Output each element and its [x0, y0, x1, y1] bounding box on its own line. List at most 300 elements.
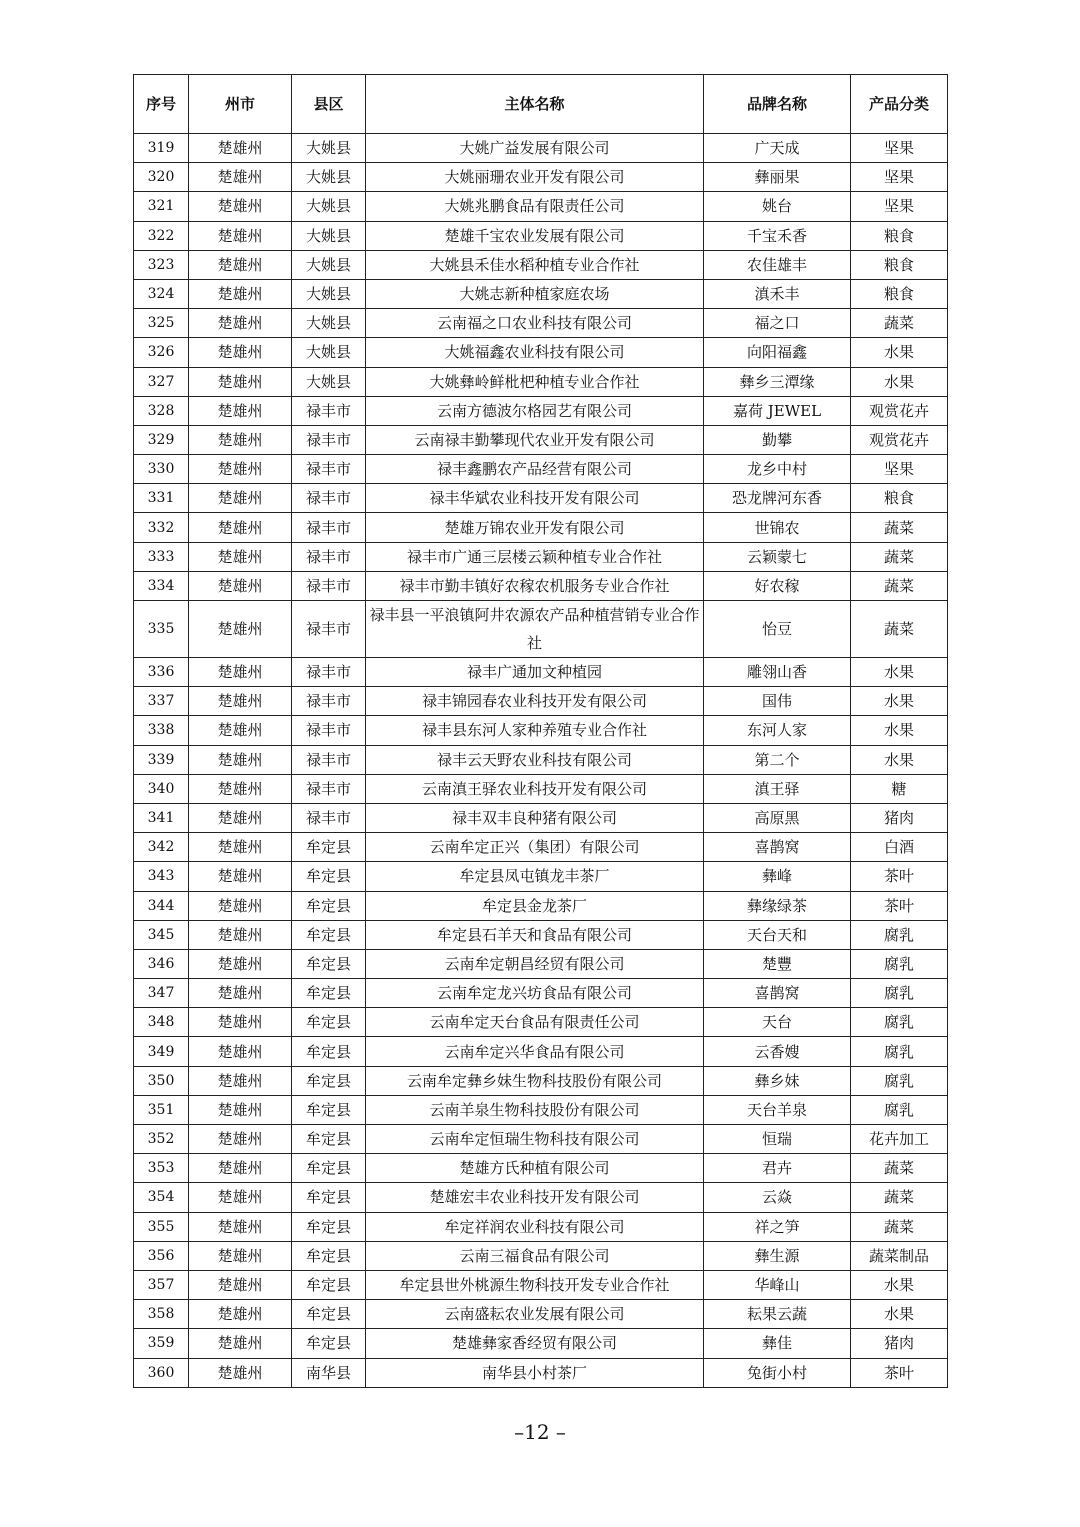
cell-product-category: 腐乳 [851, 949, 948, 978]
cell-brand-name: 喜鹊窝 [704, 979, 851, 1008]
cell-prefecture: 楚雄州 [189, 1154, 292, 1183]
table-row [134, 862, 948, 891]
cell-entity-name: 禄丰广通加文种植园 [366, 658, 704, 687]
cell-product-category: 糖 [851, 774, 948, 803]
cell-prefecture: 楚雄州 [189, 1270, 292, 1299]
cell-seq: 323 [134, 250, 189, 279]
cell-product-category: 腐乳 [851, 1095, 948, 1124]
cell-brand-name: 彝生源 [704, 1241, 851, 1270]
cell-product-category: 水果 [851, 338, 948, 367]
cell-prefecture: 楚雄州 [189, 949, 292, 978]
cell-entity-name: 南华县小村茶厂 [366, 1358, 704, 1387]
cell-entity-name: 大姚丽珊农业开发有限公司 [366, 163, 704, 192]
cell-prefecture: 楚雄州 [189, 1008, 292, 1037]
cell-entity-name: 云南禄丰勤攀现代农业开发有限公司 [366, 425, 704, 454]
cell-county: 大姚县 [292, 279, 366, 308]
cell-entity-name: 云南牟定正兴（集团）有限公司 [366, 833, 704, 862]
table-row [134, 1212, 948, 1241]
cell-product-category: 腐乳 [851, 1008, 948, 1037]
cell-entity-name: 云南牟定彝乡妹生物科技股份有限公司 [366, 1066, 704, 1095]
cell-brand-name: 恒瑞 [704, 1125, 851, 1154]
cell-seq: 359 [134, 1329, 189, 1358]
cell-seq: 342 [134, 833, 189, 862]
cell-county: 大姚县 [292, 338, 366, 367]
table-row [134, 833, 948, 862]
cell-prefecture: 楚雄州 [189, 658, 292, 687]
cell-brand-name: 农佳雄丰 [704, 250, 851, 279]
cell-county: 牟定县 [292, 949, 366, 978]
cell-brand-name: 云香嫂 [704, 1037, 851, 1066]
cell-product-category: 水果 [851, 1270, 948, 1299]
cell-brand-name: 楚豐 [704, 949, 851, 978]
cell-seq: 353 [134, 1154, 189, 1183]
cell-seq: 340 [134, 774, 189, 803]
cell-county: 大姚县 [292, 134, 366, 163]
cell-brand-name: 东河人家 [704, 716, 851, 745]
cell-brand-name: 国伟 [704, 687, 851, 716]
cell-seq: 328 [134, 396, 189, 425]
cell-product-category: 粮食 [851, 221, 948, 250]
table-row [134, 309, 948, 338]
cell-seq: 345 [134, 920, 189, 949]
cell-brand-name: 彝丽果 [704, 163, 851, 192]
cell-brand-name: 福之口 [704, 309, 851, 338]
cell-entity-name: 云南牟定天台食品有限责任公司 [366, 1008, 704, 1037]
cell-brand-name: 勤攀 [704, 425, 851, 454]
cell-entity-name: 禄丰市广通三层楼云颖种植专业合作社 [366, 542, 704, 571]
cell-seq: 338 [134, 716, 189, 745]
cell-county: 南华县 [292, 1358, 366, 1387]
table-row [134, 1329, 948, 1358]
table-row [134, 687, 948, 716]
cell-brand-name: 广天成 [704, 134, 851, 163]
cell-prefecture: 楚雄州 [189, 192, 292, 221]
cell-prefecture: 楚雄州 [189, 279, 292, 308]
cell-entity-name: 云南滇王驿农业科技开发有限公司 [366, 774, 704, 803]
cell-product-category: 猪肉 [851, 803, 948, 832]
cell-seq: 326 [134, 338, 189, 367]
table-row [134, 513, 948, 542]
cell-county: 大姚县 [292, 192, 366, 221]
table-row [134, 920, 948, 949]
cell-brand-name: 向阳福鑫 [704, 338, 851, 367]
table-row [134, 425, 948, 454]
cell-prefecture: 楚雄州 [189, 367, 292, 396]
cell-prefecture: 楚雄州 [189, 425, 292, 454]
cell-county: 禄丰市 [292, 774, 366, 803]
cell-prefecture: 楚雄州 [189, 455, 292, 484]
cell-brand-name: 云焱 [704, 1183, 851, 1212]
cell-county: 牟定县 [292, 1270, 366, 1299]
cell-seq: 334 [134, 571, 189, 600]
cell-seq: 350 [134, 1066, 189, 1095]
cell-county: 禄丰市 [292, 687, 366, 716]
cell-county: 大姚县 [292, 367, 366, 396]
cell-entity-name: 大姚彝岭鲜枇杷种植专业合作社 [366, 367, 704, 396]
table-row [134, 134, 948, 163]
cell-seq: 341 [134, 803, 189, 832]
cell-seq: 332 [134, 513, 189, 542]
cell-prefecture: 楚雄州 [189, 920, 292, 949]
cell-brand-name: 君卉 [704, 1154, 851, 1183]
table-row [134, 367, 948, 396]
cell-prefecture: 楚雄州 [189, 1300, 292, 1329]
cell-county: 牟定县 [292, 1066, 366, 1095]
cell-entity-name: 云南盛耘农业发展有限公司 [366, 1300, 704, 1329]
cell-prefecture: 楚雄州 [189, 1037, 292, 1066]
header-product-category: 产品分类 [851, 75, 948, 134]
cell-brand-name: 天台天和 [704, 920, 851, 949]
cell-product-category: 观赏花卉 [851, 425, 948, 454]
cell-brand-name: 天台 [704, 1008, 851, 1037]
table-row [134, 455, 948, 484]
cell-entity-name: 云南牟定恒瑞生物科技有限公司 [366, 1125, 704, 1154]
cell-product-category: 白酒 [851, 833, 948, 862]
table-row [134, 163, 948, 192]
table-row [134, 1095, 948, 1124]
cell-entity-name: 楚雄万锦农业开发有限公司 [366, 513, 704, 542]
table-row [134, 542, 948, 571]
cell-seq: 347 [134, 979, 189, 1008]
cell-entity-name: 云南三福食品有限公司 [366, 1241, 704, 1270]
cell-product-category: 坚果 [851, 163, 948, 192]
cell-brand-name: 第二个 [704, 745, 851, 774]
table-row [134, 979, 948, 1008]
cell-prefecture: 楚雄州 [189, 221, 292, 250]
cell-seq: 333 [134, 542, 189, 571]
cell-entity-name: 牟定县金龙茶厂 [366, 891, 704, 920]
cell-entity-name: 禄丰云天野农业科技有限公司 [366, 745, 704, 774]
cell-entity-name: 大姚兆鹏食品有限责任公司 [366, 192, 704, 221]
cell-brand-name: 喜鹊窝 [704, 833, 851, 862]
table-row [134, 279, 948, 308]
table-row [134, 745, 948, 774]
cell-product-category: 腐乳 [851, 1037, 948, 1066]
cell-product-category: 茶叶 [851, 1358, 948, 1387]
cell-seq: 355 [134, 1212, 189, 1241]
cell-entity-name: 禄丰市勤丰镇好农稼农机服务专业合作社 [366, 571, 704, 600]
cell-prefecture: 楚雄州 [189, 1241, 292, 1270]
cell-seq: 354 [134, 1183, 189, 1212]
cell-product-category: 腐乳 [851, 979, 948, 1008]
cell-seq: 358 [134, 1300, 189, 1329]
cell-county: 牟定县 [292, 1183, 366, 1212]
cell-entity-name: 禄丰锦园春农业科技开发有限公司 [366, 687, 704, 716]
cell-brand-name: 彝佳 [704, 1329, 851, 1358]
cell-brand-name: 雕翎山香 [704, 658, 851, 687]
cell-prefecture: 楚雄州 [189, 513, 292, 542]
cell-seq: 321 [134, 192, 189, 221]
cell-seq: 348 [134, 1008, 189, 1037]
cell-seq: 325 [134, 309, 189, 338]
cell-county: 牟定县 [292, 920, 366, 949]
cell-county: 牟定县 [292, 1154, 366, 1183]
cell-seq: 356 [134, 1241, 189, 1270]
cell-seq: 319 [134, 134, 189, 163]
cell-prefecture: 楚雄州 [189, 1329, 292, 1358]
cell-brand-name: 嘉荷 JEWEL [704, 396, 851, 425]
cell-prefecture: 楚雄州 [189, 774, 292, 803]
cell-county: 禄丰市 [292, 571, 366, 600]
cell-seq: 339 [134, 745, 189, 774]
cell-seq: 357 [134, 1270, 189, 1299]
cell-product-category: 蔬菜 [851, 513, 948, 542]
table-row [134, 250, 948, 279]
cell-product-category: 猪肉 [851, 1329, 948, 1358]
table-row [134, 221, 948, 250]
table-row [134, 716, 948, 745]
cell-product-category: 粮食 [851, 484, 948, 513]
cell-brand-name: 彝乡三潭缘 [704, 367, 851, 396]
cell-seq: 343 [134, 862, 189, 891]
cell-entity-name: 云南方德波尔格园艺有限公司 [366, 396, 704, 425]
cell-county: 禄丰市 [292, 658, 366, 687]
cell-prefecture: 楚雄州 [189, 1183, 292, 1212]
cell-brand-name: 兔街小村 [704, 1358, 851, 1387]
cell-prefecture: 楚雄州 [189, 1125, 292, 1154]
cell-brand-name: 世锦农 [704, 513, 851, 542]
cell-prefecture: 楚雄州 [189, 601, 292, 658]
cell-product-category: 观赏花卉 [851, 396, 948, 425]
cell-entity-name: 楚雄彝家香经贸有限公司 [366, 1329, 704, 1358]
cell-seq: 349 [134, 1037, 189, 1066]
cell-brand-name: 怡豆 [704, 601, 851, 658]
cell-seq: 329 [134, 425, 189, 454]
cell-prefecture: 楚雄州 [189, 716, 292, 745]
table-row [134, 1270, 948, 1299]
table-row [134, 601, 948, 658]
table-row [134, 949, 948, 978]
cell-entity-name: 楚雄宏丰农业科技开发有限公司 [366, 1183, 704, 1212]
cell-county: 牟定县 [292, 862, 366, 891]
cell-county: 禄丰市 [292, 425, 366, 454]
table-row [134, 1154, 948, 1183]
table-row [134, 1125, 948, 1154]
table-body [134, 134, 948, 1388]
cell-brand-name: 彝峰 [704, 862, 851, 891]
table-row [134, 1183, 948, 1212]
cell-entity-name: 楚雄千宝农业发展有限公司 [366, 221, 704, 250]
cell-entity-name: 大姚县禾佳水稻种植专业合作社 [366, 250, 704, 279]
cell-county: 牟定县 [292, 1300, 366, 1329]
cell-county: 牟定县 [292, 1095, 366, 1124]
cell-prefecture: 楚雄州 [189, 862, 292, 891]
header-prefecture: 州市 [189, 75, 292, 134]
cell-county: 禄丰市 [292, 803, 366, 832]
cell-entity-name: 云南牟定兴华食品有限公司 [366, 1037, 704, 1066]
cell-product-category: 蔬菜 [851, 571, 948, 600]
cell-seq: 322 [134, 221, 189, 250]
data-table [133, 74, 948, 1388]
cell-product-category: 水果 [851, 658, 948, 687]
cell-product-category: 蔬菜 [851, 542, 948, 571]
cell-seq: 346 [134, 949, 189, 978]
cell-prefecture: 楚雄州 [189, 484, 292, 513]
cell-county: 大姚县 [292, 309, 366, 338]
table-row [134, 1008, 948, 1037]
cell-prefecture: 楚雄州 [189, 338, 292, 367]
cell-product-category: 水果 [851, 716, 948, 745]
cell-seq: 331 [134, 484, 189, 513]
cell-entity-name: 禄丰县东河人家种养殖专业合作社 [366, 716, 704, 745]
cell-seq: 324 [134, 279, 189, 308]
cell-product-category: 花卉加工 [851, 1125, 948, 1154]
cell-brand-name: 滇王驿 [704, 774, 851, 803]
cell-seq: 351 [134, 1095, 189, 1124]
table-row [134, 658, 948, 687]
table-header-row [134, 75, 948, 134]
header-entity-name: 主体名称 [366, 75, 704, 134]
cell-entity-name: 云南福之口农业科技有限公司 [366, 309, 704, 338]
cell-county: 禄丰市 [292, 396, 366, 425]
cell-product-category: 蔬菜 [851, 1212, 948, 1241]
cell-product-category: 坚果 [851, 192, 948, 221]
cell-seq: 335 [134, 601, 189, 658]
cell-product-category: 腐乳 [851, 920, 948, 949]
table-row [134, 1066, 948, 1095]
cell-county: 牟定县 [292, 1329, 366, 1358]
cell-entity-name: 牟定县世外桃源生物科技开发专业合作社 [366, 1270, 704, 1299]
table-row [134, 338, 948, 367]
cell-brand-name: 恐龙牌河东香 [704, 484, 851, 513]
cell-prefecture: 楚雄州 [189, 745, 292, 774]
cell-brand-name: 好农稼 [704, 571, 851, 600]
cell-product-category: 茶叶 [851, 891, 948, 920]
cell-product-category: 茶叶 [851, 862, 948, 891]
cell-county: 大姚县 [292, 163, 366, 192]
cell-seq: 337 [134, 687, 189, 716]
cell-county: 牟定县 [292, 1125, 366, 1154]
cell-brand-name: 高原黑 [704, 803, 851, 832]
cell-county: 牟定县 [292, 833, 366, 862]
table-row [134, 192, 948, 221]
cell-prefecture: 楚雄州 [189, 542, 292, 571]
cell-county: 牟定县 [292, 1037, 366, 1066]
table-row [134, 774, 948, 803]
table-row [134, 803, 948, 832]
cell-product-category: 粮食 [851, 250, 948, 279]
cell-prefecture: 楚雄州 [189, 833, 292, 862]
cell-county: 牟定县 [292, 891, 366, 920]
cell-prefecture: 楚雄州 [189, 1358, 292, 1387]
cell-prefecture: 楚雄州 [189, 1212, 292, 1241]
table-row [134, 1300, 948, 1329]
cell-entity-name: 禄丰鑫鹏农产品经营有限公司 [366, 455, 704, 484]
cell-product-category: 蔬菜 [851, 601, 948, 658]
cell-county: 大姚县 [292, 221, 366, 250]
cell-entity-name: 禄丰县一平浪镇阿井农源农产品种植营销专业合作社 [366, 601, 704, 658]
cell-entity-name: 禄丰双丰良种猪有限公司 [366, 803, 704, 832]
cell-seq: 344 [134, 891, 189, 920]
cell-county: 牟定县 [292, 979, 366, 1008]
cell-prefecture: 楚雄州 [189, 571, 292, 600]
cell-prefecture: 楚雄州 [189, 979, 292, 1008]
cell-county: 牟定县 [292, 1241, 366, 1270]
cell-prefecture: 楚雄州 [189, 1095, 292, 1124]
cell-product-category: 蔬菜 [851, 309, 948, 338]
cell-brand-name: 滇禾丰 [704, 279, 851, 308]
cell-seq: 360 [134, 1358, 189, 1387]
cell-county: 牟定县 [292, 1212, 366, 1241]
cell-brand-name: 彝缘绿茶 [704, 891, 851, 920]
table-row [134, 396, 948, 425]
cell-product-category: 蔬菜 [851, 1183, 948, 1212]
cell-entity-name: 楚雄方氏种植有限公司 [366, 1154, 704, 1183]
header-county: 县区 [292, 75, 366, 134]
cell-county: 大姚县 [292, 250, 366, 279]
cell-brand-name: 祥之笋 [704, 1212, 851, 1241]
cell-brand-name: 姚台 [704, 192, 851, 221]
cell-seq: 352 [134, 1125, 189, 1154]
cell-county: 禄丰市 [292, 484, 366, 513]
table-row [134, 1037, 948, 1066]
table-row [134, 891, 948, 920]
table-row [134, 1241, 948, 1270]
cell-county: 禄丰市 [292, 601, 366, 658]
cell-product-category: 腐乳 [851, 1066, 948, 1095]
cell-brand-name: 华峰山 [704, 1270, 851, 1299]
cell-product-category: 粮食 [851, 279, 948, 308]
cell-product-category: 水果 [851, 745, 948, 774]
cell-prefecture: 楚雄州 [189, 250, 292, 279]
cell-county: 牟定县 [292, 1008, 366, 1037]
cell-brand-name: 耘果云蔬 [704, 1300, 851, 1329]
cell-brand-name: 天台羊泉 [704, 1095, 851, 1124]
cell-product-category: 坚果 [851, 455, 948, 484]
cell-entity-name: 牟定县石羊天和食品有限公司 [366, 920, 704, 949]
cell-seq: 336 [134, 658, 189, 687]
cell-seq: 330 [134, 455, 189, 484]
cell-prefecture: 楚雄州 [189, 134, 292, 163]
header-brand-name: 品牌名称 [704, 75, 851, 134]
cell-seq: 320 [134, 163, 189, 192]
cell-entity-name: 大姚志新种植家庭农场 [366, 279, 704, 308]
cell-entity-name: 云南牟定朝昌经贸有限公司 [366, 949, 704, 978]
cell-product-category: 水果 [851, 367, 948, 396]
cell-entity-name: 云南牟定龙兴坊食品有限公司 [366, 979, 704, 1008]
cell-entity-name: 禄丰华斌农业科技开发有限公司 [366, 484, 704, 513]
cell-prefecture: 楚雄州 [189, 891, 292, 920]
cell-prefecture: 楚雄州 [189, 396, 292, 425]
cell-brand-name: 彝乡妹 [704, 1066, 851, 1095]
table-row [134, 571, 948, 600]
cell-county: 禄丰市 [292, 513, 366, 542]
cell-county: 禄丰市 [292, 716, 366, 745]
cell-county: 禄丰市 [292, 455, 366, 484]
cell-prefecture: 楚雄州 [189, 803, 292, 832]
cell-entity-name: 大姚广益发展有限公司 [366, 134, 704, 163]
cell-prefecture: 楚雄州 [189, 163, 292, 192]
cell-entity-name: 牟定县凤屯镇龙丰茶厂 [366, 862, 704, 891]
cell-county: 禄丰市 [292, 542, 366, 571]
cell-product-category: 水果 [851, 687, 948, 716]
table-row [134, 1358, 948, 1387]
header-seq: 序号 [134, 75, 189, 134]
cell-product-category: 蔬菜 [851, 1154, 948, 1183]
cell-brand-name: 龙乡中村 [704, 455, 851, 484]
cell-seq: 327 [134, 367, 189, 396]
cell-entity-name: 云南羊泉生物科技股份有限公司 [366, 1095, 704, 1124]
page-number: –12 – [514, 1420, 566, 1444]
cell-entity-name: 大姚福鑫农业科技有限公司 [366, 338, 704, 367]
cell-county: 禄丰市 [292, 745, 366, 774]
cell-product-category: 水果 [851, 1300, 948, 1329]
cell-prefecture: 楚雄州 [189, 309, 292, 338]
cell-product-category: 蔬菜制品 [851, 1241, 948, 1270]
cell-prefecture: 楚雄州 [189, 1066, 292, 1095]
table-row [134, 484, 948, 513]
cell-entity-name: 牟定祥润农业科技有限公司 [366, 1212, 704, 1241]
